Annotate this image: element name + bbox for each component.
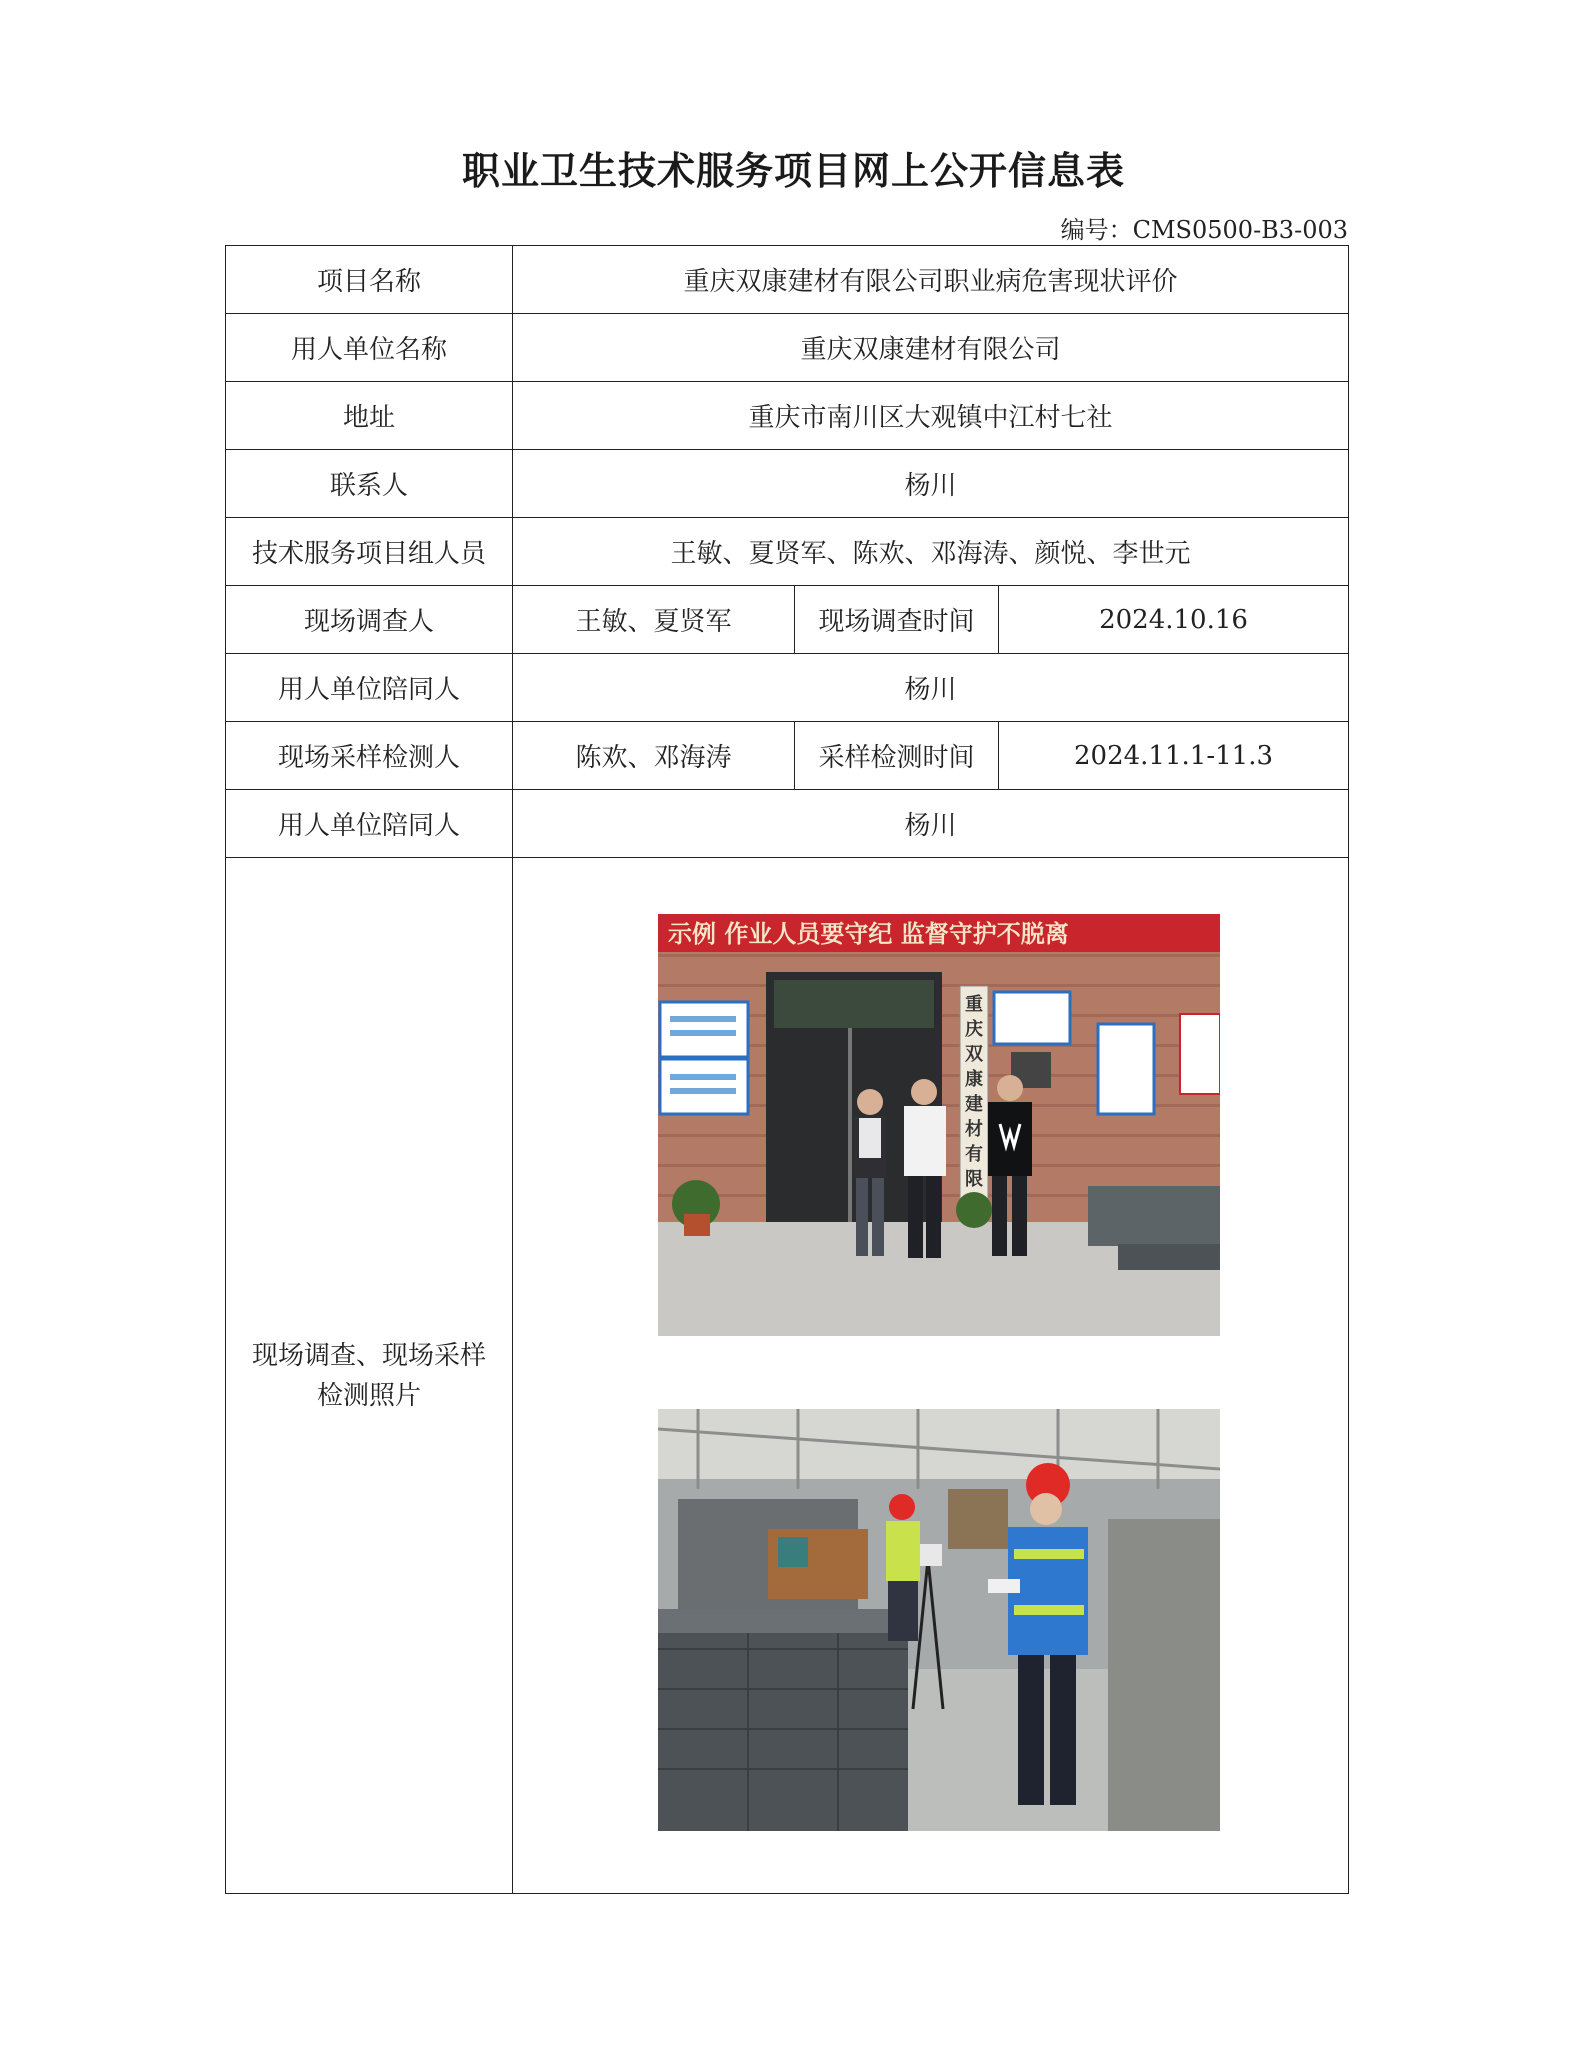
- company-sign-char-6: 材: [965, 1119, 983, 1140]
- survey-time-value: 2024.10.16: [999, 586, 1349, 654]
- company-sign-char-7: 有: [965, 1144, 983, 1165]
- sampling-value: 陈欢、邓海涛: [513, 722, 795, 790]
- sampling-time-label: 采样检测时间: [795, 722, 999, 790]
- photos-label-line-1: 现场调查、现场采样: [251, 1340, 486, 1371]
- site-sampling-photo: [658, 1409, 1220, 1831]
- employer-name-label: 用人单位名称: [226, 314, 513, 382]
- row-project-name: [226, 246, 1349, 314]
- team-members-label: 技术服务项目组人员: [226, 518, 513, 586]
- photos-cell: [513, 858, 1349, 1894]
- company-sign-char-8: 限: [965, 1169, 983, 1190]
- document-number: 编号：CMS0500-B3-003: [1060, 216, 1348, 244]
- survey-time-label: 现场调查时间: [795, 586, 999, 654]
- company-sign-char-2: 庆: [965, 1019, 983, 1040]
- survey-value: 王敏、夏贤军: [513, 586, 795, 654]
- project-name-label: 项目名称: [226, 246, 513, 314]
- project-name-value: 重庆双康建材有限公司职业病危害现状评价: [513, 246, 1349, 314]
- contact-label: 联系人: [226, 450, 513, 518]
- row-accompany-2: [226, 790, 1349, 858]
- row-sampling: [226, 722, 1349, 790]
- contact-value: 杨川: [513, 450, 1349, 518]
- company-sign-char-4: 康: [965, 1069, 983, 1090]
- accompany-2-value: 杨川: [513, 790, 1349, 858]
- row-photos: [226, 858, 1349, 1894]
- row-address: [226, 382, 1349, 450]
- company-sign-char-3: 双: [965, 1044, 983, 1065]
- team-members-value: 王敏、夏贤军、陈欢、邓海涛、颜悦、李世元: [513, 518, 1349, 586]
- row-accompany-1: [226, 654, 1349, 722]
- accompany-2-label: 用人单位陪同人: [226, 790, 513, 858]
- banner-text: 示例 作业人员要守纪 监督守护不脱离: [668, 920, 1069, 948]
- row-survey: [226, 586, 1349, 654]
- row-employer-name: [226, 314, 1349, 382]
- address-value: 重庆市南川区大观镇中江村七社: [513, 382, 1349, 450]
- photos-label: [226, 858, 513, 1894]
- address-label: 地址: [226, 382, 513, 450]
- accompany-1-label: 用人单位陪同人: [226, 654, 513, 722]
- info-table: [225, 245, 1349, 1894]
- row-contact: [226, 450, 1349, 518]
- row-team-members: [226, 518, 1349, 586]
- sampling-time-value: 2024.11.1-11.3: [999, 722, 1349, 790]
- employer-name-value: 重庆双康建材有限公司: [513, 314, 1349, 382]
- photos-label-line-2: 检测照片: [316, 1380, 421, 1411]
- company-sign-char-5: 建: [965, 1094, 983, 1115]
- page-title: 职业卫生技术服务项目网上公开信息表: [461, 148, 1125, 193]
- survey-label: 现场调查人: [226, 586, 513, 654]
- accompany-1-value: 杨川: [513, 654, 1349, 722]
- company-sign-char-1: 重: [965, 994, 983, 1015]
- sampling-label: 现场采样检测人: [226, 722, 513, 790]
- site-survey-photo: [658, 914, 1220, 1336]
